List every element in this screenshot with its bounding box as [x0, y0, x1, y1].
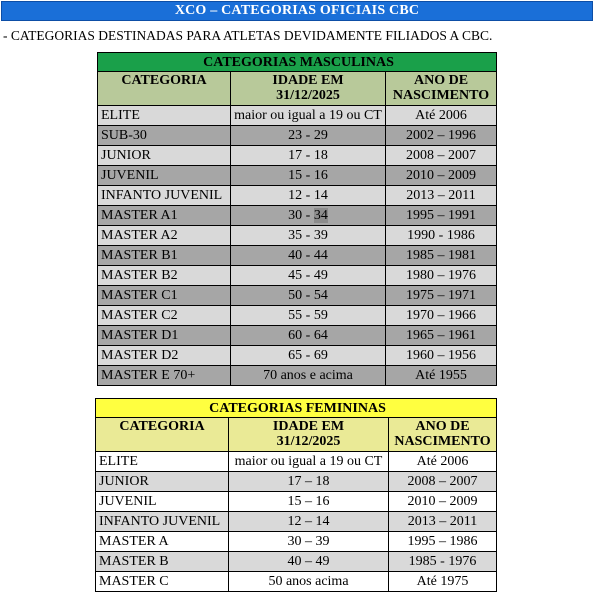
- year-cell: 1990 - 1986: [386, 226, 497, 246]
- year-cell: 1975 – 1971: [386, 286, 497, 306]
- age-cell: 40 - 44: [231, 246, 386, 266]
- table-row: [98, 186, 497, 206]
- age-cell: 17 – 18: [229, 472, 389, 492]
- table-row: [98, 226, 497, 246]
- category-header: CATEGORIA: [96, 418, 229, 452]
- category-cell: MASTER E 70+: [98, 366, 231, 386]
- age-header: [231, 72, 386, 106]
- age-header-line2: 31/12/2025: [276, 88, 340, 103]
- masculine-categories-table: [97, 52, 497, 386]
- age-cell: 60 - 64: [231, 326, 386, 346]
- age-cell: 15 - 16: [231, 166, 386, 186]
- table-row: [98, 306, 497, 326]
- age-cell: maior ou igual a 19 ou CT: [231, 106, 386, 126]
- year-cell: 1965 – 1961: [386, 326, 497, 346]
- category-cell: INFANTO JUVENIL: [98, 186, 231, 206]
- year-cell: 2010 – 2009: [389, 492, 497, 512]
- table-row: [96, 532, 497, 552]
- age-cell: 50 - 54: [231, 286, 386, 306]
- table-row: [98, 166, 497, 186]
- table-row: [98, 246, 497, 266]
- category-cell: JUNIOR: [98, 146, 231, 166]
- year-cell: Até 2006: [386, 106, 497, 126]
- year-cell: 1995 – 1986: [389, 532, 497, 552]
- year-cell: Até 2006: [389, 452, 497, 472]
- category-cell: INFANTO JUVENIL: [96, 512, 229, 532]
- year-header-line1: ANO DE: [413, 73, 469, 88]
- age-cell: 50 anos acima: [229, 572, 389, 592]
- age-header-line1: IDADE EM: [272, 73, 344, 88]
- age-cell: 12 – 14: [229, 512, 389, 532]
- year-cell: 2010 – 2009: [386, 166, 497, 186]
- table-row: [98, 126, 497, 146]
- age-header-line2: 31/12/2025: [276, 434, 341, 449]
- table-row: [96, 492, 497, 512]
- age-cell: 30 – 39: [229, 532, 389, 552]
- year-cell: Até 1975: [389, 572, 497, 592]
- year-cell: 1985 – 1981: [386, 246, 497, 266]
- age-cell: 65 - 69: [231, 346, 386, 366]
- year-header: [386, 72, 497, 106]
- age-header: [229, 418, 389, 452]
- year-header-line1: ANO DE: [415, 419, 470, 434]
- table-row: [96, 572, 497, 592]
- category-cell: MASTER B1: [98, 246, 231, 266]
- year-cell: 2013 – 2011: [389, 512, 497, 532]
- category-cell: MASTER D2: [98, 346, 231, 366]
- category-header: CATEGORIA: [98, 72, 231, 106]
- age-cell: 40 – 49: [229, 552, 389, 572]
- year-header-line2: NASCIMENTO: [392, 88, 490, 103]
- masculine-banner: CATEGORIAS MASCULINAS: [98, 53, 497, 72]
- category-cell: MASTER D1: [98, 326, 231, 346]
- table-row: [98, 106, 497, 126]
- year-header-line2: NASCIMENTO: [394, 434, 491, 449]
- age-cell: 23 - 29: [231, 126, 386, 146]
- table-row: [98, 286, 497, 306]
- table-row: [98, 206, 497, 226]
- category-cell: ELITE: [98, 106, 231, 126]
- age-cell: 45 - 49: [231, 266, 386, 286]
- category-cell: MASTER A1: [98, 206, 231, 226]
- year-cell: 2002 – 1996: [386, 126, 497, 146]
- table-row: [98, 366, 497, 386]
- category-cell: MASTER B: [96, 552, 229, 572]
- feminine-categories-table: [95, 398, 497, 592]
- year-cell: 1970 – 1966: [386, 306, 497, 326]
- year-cell: 1960 – 1956: [386, 346, 497, 366]
- year-cell: Até 1955: [386, 366, 497, 386]
- year-header: [389, 418, 497, 452]
- age-cell: 70 anos e acima: [231, 366, 386, 386]
- year-cell: 2008 – 2007: [386, 146, 497, 166]
- age-cell: 15 – 16: [229, 492, 389, 512]
- year-cell: 2013 – 2011: [386, 186, 497, 206]
- category-cell: MASTER B2: [98, 266, 231, 286]
- table-row: [98, 266, 497, 286]
- category-cell: MASTER A: [96, 532, 229, 552]
- table-row: [98, 346, 497, 366]
- category-cell: ELITE: [96, 452, 229, 472]
- age-cell: 55 - 59: [231, 306, 386, 326]
- table-row: [96, 512, 497, 532]
- subtitle: - CATEGORIAS DESTINADAS PARA ATLETAS DEVIDAMENTE FILIADOS A CBC.: [3, 28, 493, 43]
- table-row: [96, 552, 497, 572]
- year-cell: 1980 – 1976: [386, 266, 497, 286]
- category-cell: JUNIOR: [96, 472, 229, 492]
- age-range-highlight: 34: [313, 208, 328, 223]
- year-cell: 2008 – 2007: [389, 472, 497, 492]
- age-cell: [231, 206, 386, 226]
- category-cell: MASTER A2: [98, 226, 231, 246]
- feminine-banner: CATEGORIAS FEMININAS: [96, 399, 497, 418]
- year-cell: 1985 - 1976: [389, 552, 497, 572]
- age-cell: 17 - 18: [231, 146, 386, 166]
- age-cell: maior ou igual a 19 ou CT: [229, 452, 389, 472]
- year-cell: 1995 – 1991: [386, 206, 497, 226]
- category-cell: JUVENIL: [96, 492, 229, 512]
- category-cell: MASTER C2: [98, 306, 231, 326]
- age-cell: 12 - 14: [231, 186, 386, 206]
- category-cell: MASTER C1: [98, 286, 231, 306]
- table-row: [98, 146, 497, 166]
- age-range-start: 30 -: [288, 208, 314, 223]
- category-cell: SUB-30: [98, 126, 231, 146]
- table-row: [96, 472, 497, 492]
- age-header-line1: IDADE EM: [272, 419, 345, 434]
- category-cell: MASTER C: [96, 572, 229, 592]
- table-row: [96, 452, 497, 472]
- age-cell: 35 - 39: [231, 226, 386, 246]
- table-row: [98, 326, 497, 346]
- category-cell: JUVENIL: [98, 166, 231, 186]
- page-title: XCO – CATEGORIAS OFICIAIS CBC: [1, 1, 593, 21]
